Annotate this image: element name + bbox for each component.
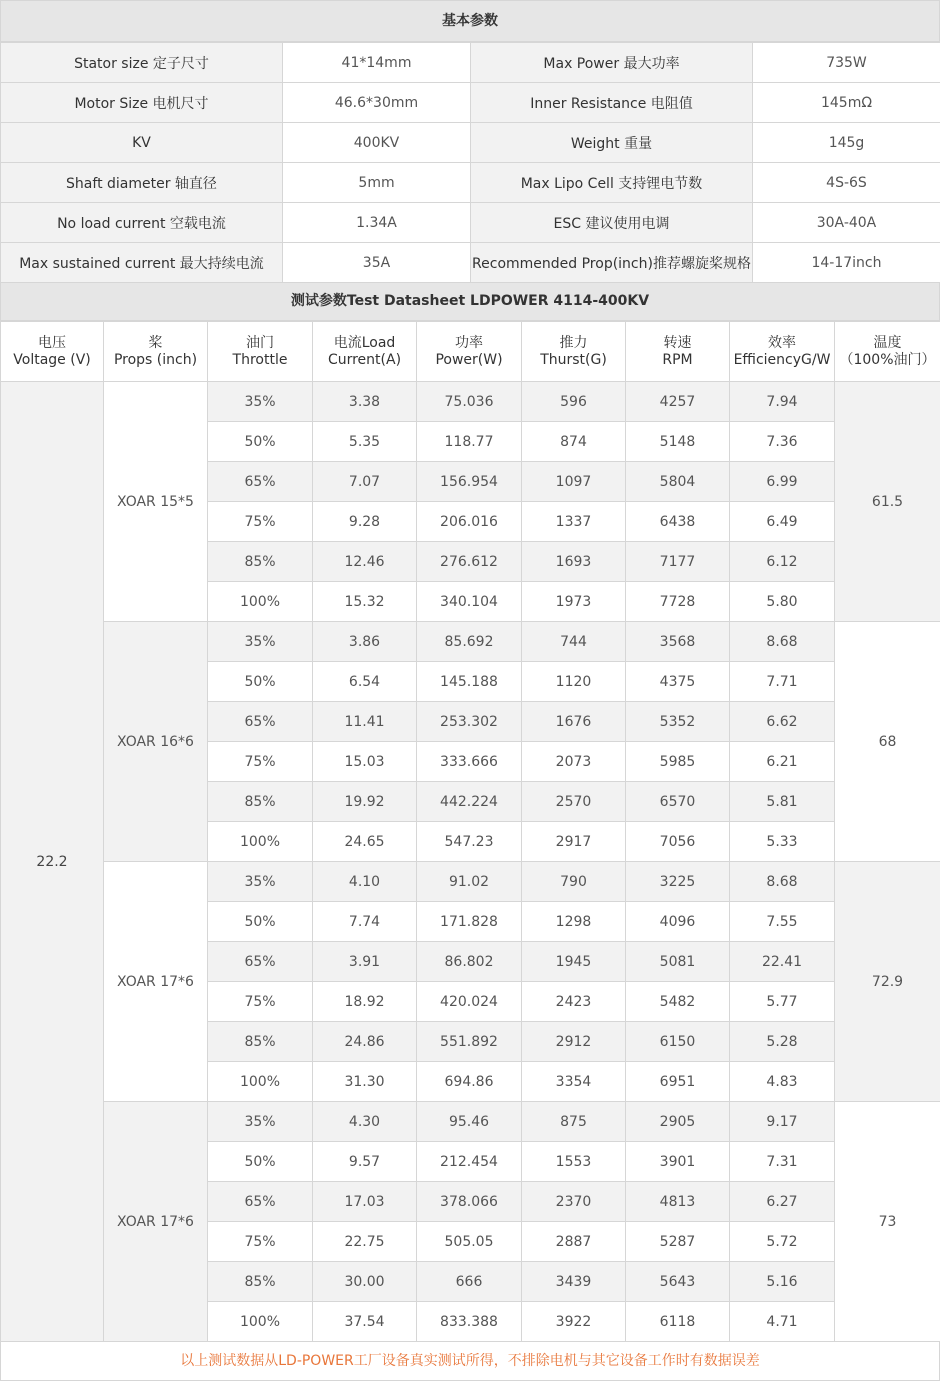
basic-param-row xyxy=(1,83,940,123)
column-header-en: Voltage (V) xyxy=(13,351,91,368)
throttle-cell: 100% xyxy=(208,1302,313,1342)
temperature-cell: 61.5 xyxy=(835,382,940,622)
power-cell: 95.46 xyxy=(417,1102,522,1142)
prop-cell: XOAR 15*5 xyxy=(104,382,208,622)
column-header-zh: 推力 xyxy=(559,334,588,351)
thrust-cell: 2912 xyxy=(522,1022,626,1062)
column-header xyxy=(313,322,417,382)
efficiency-cell: 22.41 xyxy=(730,942,835,982)
efficiency-cell: 5.33 xyxy=(730,822,835,862)
basic-params-title: 基本参数 xyxy=(0,0,940,42)
current-cell: 12.46 xyxy=(313,542,417,582)
thrust-cell: 1298 xyxy=(522,902,626,942)
column-header-en: RPM xyxy=(662,351,693,368)
param-value: 1.34A xyxy=(283,203,471,243)
power-cell: 333.666 xyxy=(417,742,522,782)
power-cell: 505.05 xyxy=(417,1222,522,1262)
rpm-cell: 6570 xyxy=(626,782,730,822)
param-label: Max Lipo Cell 支持锂电节数 xyxy=(471,163,753,203)
throttle-cell: 75% xyxy=(208,1222,313,1262)
throttle-cell: 50% xyxy=(208,1142,313,1182)
efficiency-cell: 7.36 xyxy=(730,422,835,462)
power-cell: 253.302 xyxy=(417,702,522,742)
power-cell: 276.612 xyxy=(417,542,522,582)
efficiency-cell: 9.17 xyxy=(730,1102,835,1142)
rpm-cell: 3568 xyxy=(626,622,730,662)
throttle-cell: 75% xyxy=(208,502,313,542)
thrust-cell: 596 xyxy=(522,382,626,422)
param-label: Recommended Prop(inch)推荐螺旋桨规格 xyxy=(471,243,753,283)
param-value: 41*14mm xyxy=(283,43,471,83)
rpm-cell: 5804 xyxy=(626,462,730,502)
efficiency-cell: 5.28 xyxy=(730,1022,835,1062)
current-cell: 9.28 xyxy=(313,502,417,542)
column-header-en: Props (inch) xyxy=(113,351,198,368)
efficiency-cell: 6.12 xyxy=(730,542,835,582)
efficiency-cell: 5.16 xyxy=(730,1262,835,1302)
column-header-zh: 电流Load xyxy=(333,334,396,351)
power-cell: 694.86 xyxy=(417,1062,522,1102)
test-data-row xyxy=(1,1102,940,1142)
throttle-cell: 65% xyxy=(208,942,313,982)
throttle-cell: 65% xyxy=(208,1182,313,1222)
current-cell: 24.86 xyxy=(313,1022,417,1062)
thrust-cell: 790 xyxy=(522,862,626,902)
thrust-cell: 1337 xyxy=(522,502,626,542)
power-cell: 340.104 xyxy=(417,582,522,622)
param-label: Motor Size 电机尺寸 xyxy=(1,83,283,123)
column-header xyxy=(522,322,626,382)
current-cell: 37.54 xyxy=(313,1302,417,1342)
rpm-cell: 5148 xyxy=(626,422,730,462)
efficiency-cell: 8.68 xyxy=(730,622,835,662)
param-label: Max Power 最大功率 xyxy=(471,43,753,83)
current-cell: 5.35 xyxy=(313,422,417,462)
throttle-cell: 35% xyxy=(208,862,313,902)
prop-cell: XOAR 17*6 xyxy=(104,1102,208,1342)
power-cell: 156.954 xyxy=(417,462,522,502)
rpm-cell: 3901 xyxy=(626,1142,730,1182)
efficiency-cell: 6.99 xyxy=(730,462,835,502)
throttle-cell: 35% xyxy=(208,1102,313,1142)
current-cell: 3.86 xyxy=(313,622,417,662)
rpm-cell: 7056 xyxy=(626,822,730,862)
throttle-cell: 100% xyxy=(208,582,313,622)
basic-param-row xyxy=(1,163,940,203)
current-cell: 7.07 xyxy=(313,462,417,502)
throttle-cell: 75% xyxy=(208,742,313,782)
param-label: KV xyxy=(1,123,283,163)
power-cell: 91.02 xyxy=(417,862,522,902)
param-value: 14-17inch xyxy=(753,243,940,283)
power-cell: 420.024 xyxy=(417,982,522,1022)
power-cell: 145.188 xyxy=(417,662,522,702)
throttle-cell: 85% xyxy=(208,1022,313,1062)
efficiency-cell: 5.81 xyxy=(730,782,835,822)
column-header xyxy=(104,322,208,382)
column-header xyxy=(417,322,522,382)
column-header-en: （100%油门） xyxy=(839,351,936,368)
param-value: 46.6*30mm xyxy=(283,83,471,123)
column-header-zh: 电压 xyxy=(38,334,66,351)
basic-param-row xyxy=(1,123,940,163)
power-cell: 442.224 xyxy=(417,782,522,822)
power-cell: 666 xyxy=(417,1262,522,1302)
param-label: Stator size 定子尺寸 xyxy=(1,43,283,83)
current-cell: 31.30 xyxy=(313,1062,417,1102)
rpm-cell: 4096 xyxy=(626,902,730,942)
throttle-cell: 85% xyxy=(208,542,313,582)
test-data-row xyxy=(1,382,940,422)
param-value: 735W xyxy=(753,43,940,83)
current-cell: 3.38 xyxy=(313,382,417,422)
param-label: No load current 空载电流 xyxy=(1,203,283,243)
column-header-zh: 转速 xyxy=(663,334,692,351)
rpm-cell: 5081 xyxy=(626,942,730,982)
power-cell: 171.828 xyxy=(417,902,522,942)
column-header-zh: 桨 xyxy=(148,334,163,351)
current-cell: 9.57 xyxy=(313,1142,417,1182)
prop-cell: XOAR 17*6 xyxy=(104,862,208,1102)
column-header-en: Power(W) xyxy=(435,351,503,368)
basic-param-row xyxy=(1,203,940,243)
thrust-cell: 2370 xyxy=(522,1182,626,1222)
throttle-cell: 65% xyxy=(208,462,313,502)
param-label: Weight 重量 xyxy=(471,123,753,163)
rpm-cell: 5643 xyxy=(626,1262,730,1302)
rpm-cell: 6118 xyxy=(626,1302,730,1342)
efficiency-cell: 7.31 xyxy=(730,1142,835,1182)
thrust-cell: 2570 xyxy=(522,782,626,822)
rpm-cell: 7177 xyxy=(626,542,730,582)
efficiency-cell: 8.68 xyxy=(730,862,835,902)
column-header-zh: 功率 xyxy=(455,334,483,351)
param-value: 400KV xyxy=(283,123,471,163)
test-header-row xyxy=(1,322,940,382)
rpm-cell: 5352 xyxy=(626,702,730,742)
current-cell: 6.54 xyxy=(313,662,417,702)
current-cell: 22.75 xyxy=(313,1222,417,1262)
power-cell: 212.454 xyxy=(417,1142,522,1182)
param-label: ESC 建议使用电调 xyxy=(471,203,753,243)
test-data-row xyxy=(1,622,940,662)
throttle-cell: 85% xyxy=(208,782,313,822)
throttle-cell: 100% xyxy=(208,822,313,862)
thrust-cell: 1676 xyxy=(522,702,626,742)
throttle-cell: 75% xyxy=(208,982,313,1022)
efficiency-cell: 5.80 xyxy=(730,582,835,622)
throttle-cell: 100% xyxy=(208,1062,313,1102)
column-header xyxy=(1,322,104,382)
column-header-en: Throttle xyxy=(232,351,288,368)
efficiency-cell: 5.77 xyxy=(730,982,835,1022)
rpm-cell: 5985 xyxy=(626,742,730,782)
thrust-cell: 3439 xyxy=(522,1262,626,1302)
efficiency-cell: 6.27 xyxy=(730,1182,835,1222)
power-cell: 86.802 xyxy=(417,942,522,982)
temperature-cell: 73 xyxy=(835,1102,940,1342)
param-label: Inner Resistance 电阻值 xyxy=(471,83,753,123)
power-cell: 85.692 xyxy=(417,622,522,662)
throttle-cell: 85% xyxy=(208,1262,313,1302)
current-cell: 30.00 xyxy=(313,1262,417,1302)
efficiency-cell: 5.72 xyxy=(730,1222,835,1262)
efficiency-cell: 4.83 xyxy=(730,1062,835,1102)
efficiency-cell: 6.62 xyxy=(730,702,835,742)
efficiency-cell: 6.21 xyxy=(730,742,835,782)
power-cell: 206.016 xyxy=(417,502,522,542)
power-cell: 118.77 xyxy=(417,422,522,462)
current-cell: 18.92 xyxy=(313,982,417,1022)
efficiency-cell: 4.71 xyxy=(730,1302,835,1342)
footer-disclaimer: 以上测试数据从LD-POWER工厂设备真实测试所得，不排除电机与其它设备工作时有数据误差 xyxy=(0,1342,940,1381)
current-cell: 11.41 xyxy=(313,702,417,742)
power-cell: 833.388 xyxy=(417,1302,522,1342)
prop-cell: XOAR 16*6 xyxy=(104,622,208,862)
param-label: Max sustained current 最大持续电流 xyxy=(1,243,283,283)
thrust-cell: 1693 xyxy=(522,542,626,582)
rpm-cell: 2905 xyxy=(626,1102,730,1142)
column-header-zh: 温度 xyxy=(873,334,902,351)
test-datasheet-title: 测试参数Test Datasheet LDPOWER 4114-400KV xyxy=(0,283,940,321)
thrust-cell: 2423 xyxy=(522,982,626,1022)
column-header-en: EfficiencyG/W xyxy=(733,351,831,368)
basic-param-row xyxy=(1,243,940,283)
param-value: 4S-6S xyxy=(753,163,940,203)
current-cell: 3.91 xyxy=(313,942,417,982)
basic-params-table xyxy=(0,42,940,283)
column-header-zh: 油门 xyxy=(246,334,274,351)
current-cell: 4.10 xyxy=(313,862,417,902)
rpm-cell: 4257 xyxy=(626,382,730,422)
current-cell: 24.65 xyxy=(313,822,417,862)
throttle-cell: 35% xyxy=(208,382,313,422)
temperature-cell: 72.9 xyxy=(835,862,940,1102)
rpm-cell: 5482 xyxy=(626,982,730,1022)
thrust-cell: 1097 xyxy=(522,462,626,502)
rpm-cell: 6951 xyxy=(626,1062,730,1102)
rpm-cell: 7728 xyxy=(626,582,730,622)
throttle-cell: 65% xyxy=(208,702,313,742)
column-header-en: Thurst(G) xyxy=(540,351,607,368)
throttle-cell: 50% xyxy=(208,902,313,942)
rpm-cell: 6150 xyxy=(626,1022,730,1062)
current-cell: 7.74 xyxy=(313,902,417,942)
rpm-cell: 5287 xyxy=(626,1222,730,1262)
throttle-cell: 50% xyxy=(208,662,313,702)
param-value: 30A-40A xyxy=(753,203,940,243)
column-header xyxy=(730,322,835,382)
throttle-cell: 35% xyxy=(208,622,313,662)
param-label: Shaft diameter 轴直径 xyxy=(1,163,283,203)
thrust-cell: 3354 xyxy=(522,1062,626,1102)
thrust-cell: 2917 xyxy=(522,822,626,862)
column-header-en: Current(A) xyxy=(327,351,402,368)
thrust-cell: 1973 xyxy=(522,582,626,622)
power-cell: 547.23 xyxy=(417,822,522,862)
current-cell: 17.03 xyxy=(313,1182,417,1222)
thrust-cell: 875 xyxy=(522,1102,626,1142)
param-value: 145mΩ xyxy=(753,83,940,123)
rpm-cell: 4813 xyxy=(626,1182,730,1222)
basic-param-row xyxy=(1,43,940,83)
rpm-cell: 3225 xyxy=(626,862,730,902)
param-value: 5mm xyxy=(283,163,471,203)
throttle-cell: 50% xyxy=(208,422,313,462)
param-value: 145g xyxy=(753,123,940,163)
column-header xyxy=(208,322,313,382)
thrust-cell: 1945 xyxy=(522,942,626,982)
power-cell: 75.036 xyxy=(417,382,522,422)
efficiency-cell: 7.55 xyxy=(730,902,835,942)
current-cell: 15.32 xyxy=(313,582,417,622)
thrust-cell: 2887 xyxy=(522,1222,626,1262)
current-cell: 4.30 xyxy=(313,1102,417,1142)
temperature-cell: 68 xyxy=(835,622,940,862)
thrust-cell: 1120 xyxy=(522,662,626,702)
efficiency-cell: 7.94 xyxy=(730,382,835,422)
thrust-cell: 874 xyxy=(522,422,626,462)
column-header-zh: 效率 xyxy=(768,334,796,351)
efficiency-cell: 7.71 xyxy=(730,662,835,702)
voltage-cell: 22.2 xyxy=(1,382,104,1342)
test-data-row xyxy=(1,862,940,902)
power-cell: 551.892 xyxy=(417,1022,522,1062)
thrust-cell: 3922 xyxy=(522,1302,626,1342)
param-value: 35A xyxy=(283,243,471,283)
power-cell: 378.066 xyxy=(417,1182,522,1222)
test-datasheet-table xyxy=(0,321,940,1342)
column-header xyxy=(835,322,940,382)
efficiency-cell: 6.49 xyxy=(730,502,835,542)
column-header xyxy=(626,322,730,382)
thrust-cell: 1553 xyxy=(522,1142,626,1182)
rpm-cell: 4375 xyxy=(626,662,730,702)
rpm-cell: 6438 xyxy=(626,502,730,542)
current-cell: 19.92 xyxy=(313,782,417,822)
thrust-cell: 744 xyxy=(522,622,626,662)
current-cell: 15.03 xyxy=(313,742,417,782)
thrust-cell: 2073 xyxy=(522,742,626,782)
